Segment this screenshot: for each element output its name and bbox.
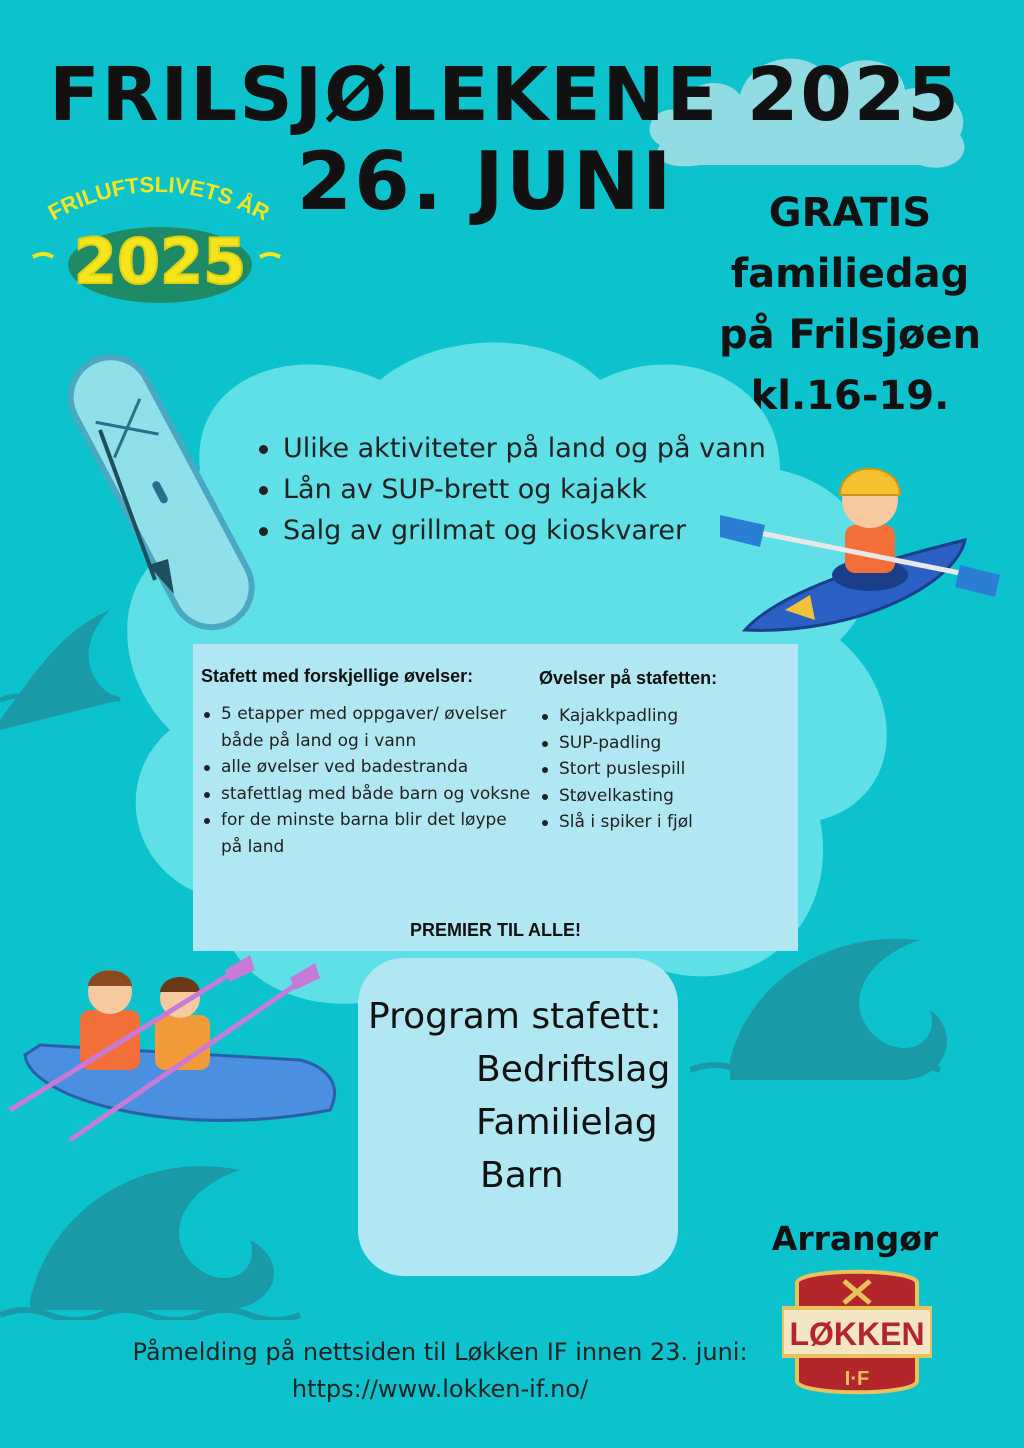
activity-list [255,428,766,551]
gratis-line-3: på Frilsjøen [718,312,982,358]
registration-text: Påmelding på nettsiden til Løkken IF innen 23. juni: [132,1338,748,1366]
list-item: SUP-padling [539,730,789,757]
relay-column [201,666,531,860]
list-item: Støvelkasting [539,783,789,810]
program-item: Barn [480,1155,564,1196]
exercises-column [539,668,789,836]
gratis-line-2: familiedag [730,251,970,297]
list-item: Kajakkpadling [539,703,789,730]
list-item: 5 etapper med oppgaver/ øvelser både på land og i vann [201,701,531,754]
list-item: Ulike aktiviteter på land og på vann [255,428,766,469]
relay-list [201,701,531,860]
program-title: Program stafett: [368,996,662,1037]
list-item: stafettlag med både barn og voksne [201,781,531,808]
friluftslivets-ar-logo [25,165,285,310]
list-item: Slå i spiker i fjøl [539,809,789,836]
badge-sub: I·F [844,1368,870,1390]
relay-info-box [193,644,798,951]
kayak-couple-illustration [0,950,350,1160]
list-item: for de minste barna blir det løype på land [201,807,531,860]
relay-heading: Stafett med forskjellige øvelser: [201,666,474,686]
list-item: alle øvelser ved badestranda [201,754,531,781]
event-title: FRILSJØLEKENE 2025 [49,52,961,138]
kayak-child-illustration [715,445,1005,650]
badge-name: LØKKEN [789,1316,925,1352]
logo-arc-text: FRILUFTSLIVETS ÅR [43,171,274,226]
gratis-line-1: GRATIS [768,190,932,236]
prizes-text: PREMIER TIL ALLE! [410,920,581,940]
logo-year: 2025 [73,225,247,298]
sup-board-illustration [40,340,280,640]
exercises-heading: Øvelser på stafetten: [539,668,718,688]
list-item: Lån av SUP-brett og kajakk [255,469,766,510]
program-item: Familielag [476,1102,658,1143]
exercises-list [539,703,789,836]
organizer-label: Arrangør [771,1219,939,1258]
website-link[interactable]: https://www.lokken-if.no/ [291,1375,589,1403]
gratis-line-4: kl.16-19. [750,373,950,419]
event-date: 26. JUNI [296,135,674,228]
list-item: Stort puslespill [539,756,789,783]
list-item: Salg av grillmat og kioskvarer [255,510,766,551]
program-item: Bedriftslag [476,1049,671,1090]
